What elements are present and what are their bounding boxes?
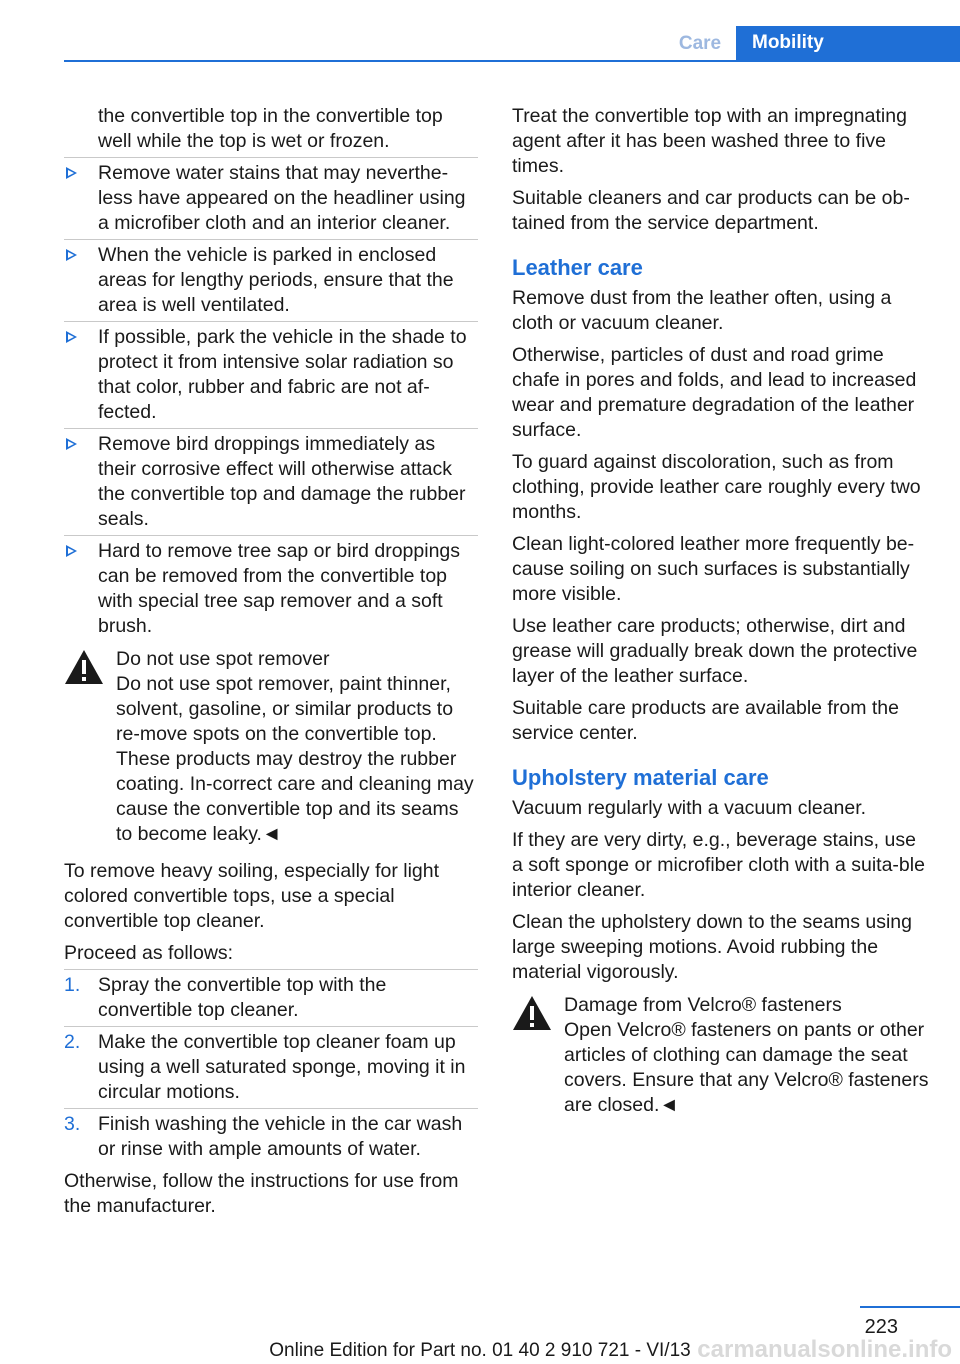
- numbered-step: [64, 1112, 478, 1162]
- numbered-step: [64, 973, 478, 1023]
- triangle-bullet-icon: [66, 167, 77, 179]
- list-item-text: Remove bird droppings immediately as their corrosive effect will otherwise attack the convertible top and damage the rubber seals.: [98, 433, 466, 530]
- edition-footer: Online Edition for Part no. 01 40 2 910 721 - VI/13: [269, 1340, 691, 1361]
- step-number: 2.: [64, 1031, 81, 1053]
- list-item-text: When the vehicle is parked in enclosed areas for lengthy periods, ensure that the area is well ventilated.: [98, 244, 454, 316]
- header-rule: [64, 60, 960, 62]
- warning-block: [64, 647, 478, 847]
- paragraph: Proceed as follows:: [64, 942, 234, 964]
- step-text: Finish washing the vehicle in the car wash or rinse with ample amounts of water.: [98, 1113, 463, 1160]
- triangle-bullet-icon: [66, 331, 77, 343]
- warning-title: Do not use spot remover: [116, 648, 330, 670]
- step-number: 3.: [64, 1113, 81, 1135]
- list-item: [64, 161, 478, 236]
- intro-text: the convertible top in the convertible top well while the top is wet or frozen.: [98, 105, 443, 152]
- section-heading-upholstery: Upholstery material care: [512, 765, 769, 790]
- warning-block: [512, 993, 932, 1118]
- paragraph: Clean light-colored leather more frequently be-cause soiling on such surfaces is substantially more visible.: [512, 533, 915, 605]
- paragraph: Clean the upholstery down to the seams using large sweeping motions. Avoid rubbing the material vigorously.: [512, 911, 912, 983]
- paragraph: Suitable cleaners and car products can be ob-tained from the service department.: [512, 187, 910, 234]
- paragraph: Otherwise, follow the instructions for use from the manufacturer.: [64, 1170, 459, 1217]
- paragraph: To guard against discoloration, such as from clothing, provide leather care roughly every two months.: [512, 451, 921, 523]
- step-number: 1.: [64, 974, 81, 996]
- paragraph: Treat the convertible top with an impregnating agent after it has been washed three to five times.: [512, 105, 907, 177]
- warning-body: Open Velcro® fasteners on pants or other articles of clothing can damage the seat covers. Ensure that any Velcro® fasteners are closed.◄: [564, 1019, 929, 1116]
- section-heading-leather: Leather care: [512, 255, 643, 280]
- list-item: [64, 325, 478, 425]
- warning-body: Do not use spot remover, paint thinner, solvent, gasoline, or similar products to re-move spots on the convertible top. These products may destroy the rubber coating. In-correct care and cleaning may cause the convertible top and its seams to become leaky.◄: [116, 673, 474, 845]
- paragraph: Use leather care products; otherwise, dirt and grease will gradually break down the protective layer of the leather surface.: [512, 615, 918, 687]
- watermark: carmanualsonline.info: [697, 1336, 952, 1363]
- paragraph: Otherwise, particles of dust and road grime chafe in pores and folds, and lead to increased wear and premature degradation of the leather surface.: [512, 344, 917, 441]
- paragraph: To remove heavy soiling, especially for light colored convertible tops, use a special convertible top cleaner.: [64, 860, 440, 932]
- warning-icon: [64, 649, 104, 685]
- warning-icon: [512, 995, 552, 1031]
- numbered-step: [64, 1030, 478, 1105]
- triangle-bullet-icon: [66, 438, 77, 450]
- warning-title: Damage from Velcro® fasteners: [564, 994, 842, 1016]
- right-column: [512, 104, 932, 1130]
- triangle-bullet-icon: [66, 249, 77, 261]
- list-item-text: Remove water stains that may neverthe-less have appeared on the headliner using a microfiber cloth and an interior cleaner.: [98, 162, 466, 234]
- left-column: [64, 104, 478, 1226]
- tab-care[interactable]: Care: [678, 33, 722, 54]
- step-text: Make the convertible top cleaner foam up using a well saturated sponge, moving it in circular motions.: [98, 1031, 466, 1103]
- list-item-text: If possible, park the vehicle in the shade to protect it from intensive solar radiation so that color, rubber and fabric are not af-fected.: [98, 326, 467, 423]
- triangle-bullet-icon: [66, 545, 77, 557]
- paragraph: Remove dust from the leather often, using a cloth or vacuum cleaner.: [512, 287, 892, 334]
- list-item: [64, 243, 478, 318]
- paragraph: Suitable care products are available from the service center.: [512, 697, 899, 744]
- paragraph: Vacuum regularly with a vacuum cleaner.: [512, 797, 867, 819]
- list-item-text: Hard to remove tree sap or bird droppings can be removed from the convertible top with special tree sap remover and a soft brush.: [98, 540, 461, 637]
- paragraph: If they are very dirty, e.g., beverage stains, use a soft sponge or microfiber cloth with a suita-ble interior cleaner.: [512, 829, 925, 901]
- step-text: Spray the convertible top with the convertible top cleaner.: [98, 974, 387, 1021]
- list-item: [64, 432, 478, 532]
- page-number: 223: [864, 1316, 898, 1338]
- list-item: [64, 539, 478, 639]
- footer-rule: [860, 1306, 960, 1308]
- tab-mobility[interactable]: Mobility: [736, 26, 960, 60]
